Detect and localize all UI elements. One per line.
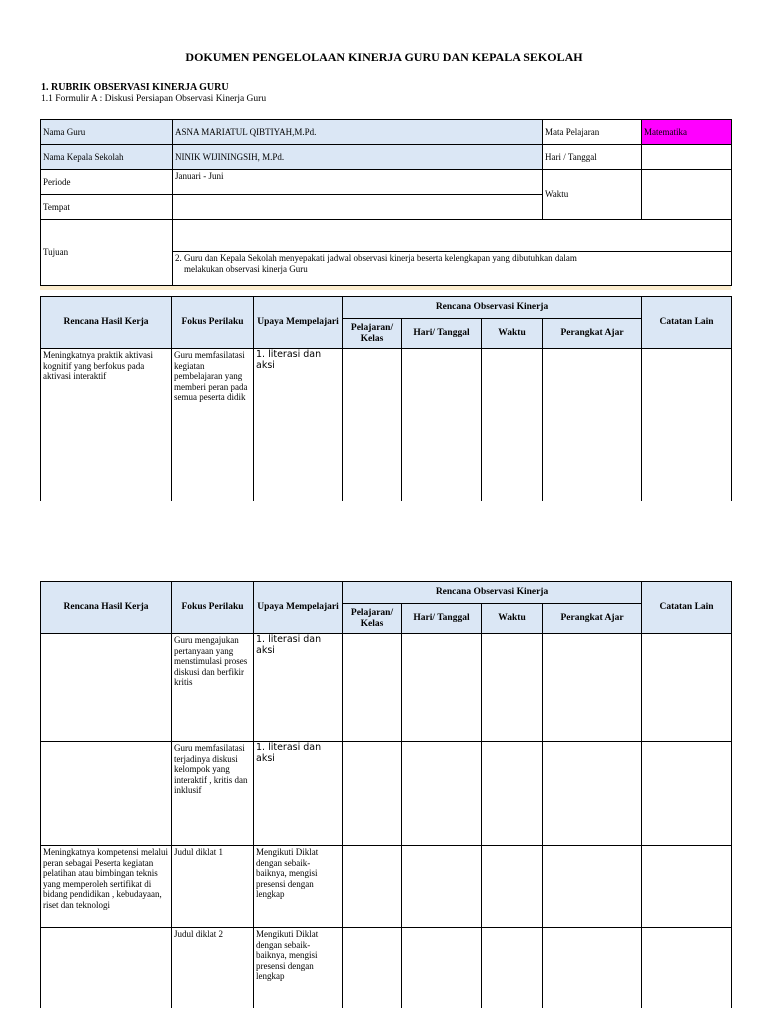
cell-perangkat[interactable]	[543, 634, 642, 742]
header-upaya-mempelajari: Upaya Mempelajari	[254, 582, 343, 634]
tujuan-2-line1: 2. Guru dan Kepala Sekolah menyepakati jadwal observasi kinerja beserta kelengkapan yang dibutuhkan dalam	[175, 253, 577, 263]
cell-fokus[interactable]: Guru mengajukan pertanyaan yang menstimulasi proses diskusi dan berfikir kritis	[172, 634, 254, 742]
header-perangkat-ajar: Perangkat Ajar	[543, 319, 642, 349]
cell-upaya[interactable]: 1. literasi dan aksi	[254, 634, 343, 742]
cell-perangkat[interactable]	[543, 349, 642, 501]
periode-value[interactable]: Januari - Juni	[173, 170, 543, 195]
cell-upaya[interactable]: Mengikuti Diklat dengan sebaik-baiknya, mengisi presensi dengan lengkap	[254, 846, 343, 928]
hari-value[interactable]	[642, 145, 732, 170]
cell-rencana[interactable]: Meningkatnya kompetensi melalui peran sebagai Peserta kegiatan pelatihan atau bimbingan teknis yang memperoleh sertifikat di bidang pendidikan , kebudayaan, riset dan teknologi	[41, 846, 172, 928]
tempat-label: Tempat	[41, 195, 173, 220]
waktu-label: Waktu	[543, 170, 642, 220]
cell-upaya[interactable]: Mengikuti Diklat dengan sebaik-baiknya, mengisi presensi dengan lengkap	[254, 928, 343, 1008]
header-rencana-observasi: Rencana Observasi Kinerja	[343, 297, 642, 319]
header-pelajaran-kelas: Pelajaran/ Kelas	[343, 319, 402, 349]
cell-rencana[interactable]	[41, 928, 172, 1008]
cell-hari[interactable]	[402, 742, 482, 846]
table-row	[41, 349, 732, 501]
sub-title: 1.1 Formulir A : Diskusi Persiapan Observasi Kinerja Guru	[41, 94, 267, 104]
cell-upaya[interactable]: 1. literasi dan aksi	[254, 742, 343, 846]
header-catatan-lain: Catatan Lain	[642, 297, 732, 349]
cell-catatan[interactable]	[642, 349, 732, 501]
header-perangkat-ajar: Perangkat Ajar	[543, 604, 642, 634]
cell-catatan[interactable]	[642, 742, 732, 846]
table-row	[41, 846, 732, 928]
tujuan-1-value[interactable]	[173, 220, 732, 252]
kepsek-label: Nama Kepala Sekolah	[41, 145, 173, 170]
header-waktu: Waktu	[482, 604, 543, 634]
header-upaya-mempelajari: Upaya Mempelajari	[254, 297, 343, 349]
cell-pelajaran[interactable]	[343, 634, 402, 742]
header-waktu: Waktu	[482, 319, 543, 349]
cell-rencana[interactable]	[41, 634, 172, 742]
hari-label: Hari / Tanggal	[543, 145, 642, 170]
cell-waktu[interactable]	[482, 742, 543, 846]
cell-perangkat[interactable]	[543, 742, 642, 846]
tujuan-label: Tujuan	[41, 220, 173, 286]
mapel-label: Mata Pelajaran	[543, 120, 642, 145]
header-rencana-observasi: Rencana Observasi Kinerja	[343, 582, 642, 604]
tujuan-2-value[interactable]	[173, 252, 732, 286]
cell-pelajaran[interactable]	[343, 349, 402, 501]
cell-rencana[interactable]	[41, 742, 172, 846]
cell-pelajaran[interactable]	[343, 846, 402, 928]
header-rencana-hasil-kerja: Rencana Hasil Kerja	[41, 297, 172, 349]
cell-perangkat[interactable]	[543, 846, 642, 928]
cell-catatan[interactable]	[642, 928, 732, 1008]
mapel-value[interactable]: Matematika	[642, 120, 732, 145]
cell-rencana[interactable]: Meningkatnya praktik aktivasi kognitif yang berfokus pada aktivasi interaktif	[41, 349, 172, 501]
kepsek-value[interactable]: NINIK WIJININGSIH, M.Pd.	[173, 145, 543, 170]
info-table	[40, 119, 732, 286]
cell-waktu[interactable]	[482, 928, 543, 1008]
cell-perangkat[interactable]	[543, 928, 642, 1008]
header-catatan-lain: Catatan Lain	[642, 582, 732, 634]
cell-waktu[interactable]	[482, 846, 543, 928]
cell-hari[interactable]	[402, 928, 482, 1008]
cell-catatan[interactable]	[642, 634, 732, 742]
cell-catatan[interactable]	[642, 846, 732, 928]
nama-guru-value[interactable]: ASNA MARIATUL QIBTIYAH,M.Pd.	[173, 120, 543, 145]
header-rencana-hasil-kerja: Rencana Hasil Kerja	[41, 582, 172, 634]
cell-fokus[interactable]: Guru memfasilatasi terjadinya diskusi kelompok yang interaktif , kritis dan inklusif	[172, 742, 254, 846]
section-title: 1. RUBRIK OBSERVASI KINERJA GURU	[41, 82, 229, 93]
document-title: DOKUMEN PENGELOLAAN KINERJA GURU DAN KEPALA SEKOLAH	[185, 50, 583, 64]
table-row	[41, 634, 732, 742]
table-row	[41, 742, 732, 846]
periode-label: Periode	[41, 170, 173, 195]
plan-table-1	[40, 296, 732, 501]
cell-fokus[interactable]: Judul diklat 1	[172, 846, 254, 928]
tempat-value[interactable]	[173, 195, 543, 220]
cell-upaya[interactable]: 1. literasi dan aksi	[254, 349, 343, 501]
table-row	[41, 928, 732, 1008]
header-fokus-perilaku: Fokus Perilaku	[172, 297, 254, 349]
cell-hari[interactable]	[402, 349, 482, 501]
header-hari-tanggal: Hari/ Tanggal	[402, 604, 482, 634]
header-fokus-perilaku: Fokus Perilaku	[172, 582, 254, 634]
cell-fokus[interactable]: Judul diklat 2	[172, 928, 254, 1008]
tujuan-2-line2: melakukan observasi kinerja Guru	[184, 264, 308, 274]
cell-pelajaran[interactable]	[343, 928, 402, 1008]
cell-hari[interactable]	[402, 634, 482, 742]
separator-band	[40, 286, 731, 290]
header-hari-tanggal: Hari/ Tanggal	[402, 319, 482, 349]
header-pelajaran-kelas: Pelajaran/ Kelas	[343, 604, 402, 634]
cell-waktu[interactable]	[482, 349, 543, 501]
cell-waktu[interactable]	[482, 634, 543, 742]
cell-fokus[interactable]: Guru memfasilatasi kegiatan pembelajaran yang memberi peran pada semua peserta didik	[172, 349, 254, 501]
nama-guru-label: Nama Guru	[41, 120, 173, 145]
waktu-value[interactable]	[642, 170, 732, 220]
plan-table-2	[40, 581, 732, 1008]
cell-pelajaran[interactable]	[343, 742, 402, 846]
cell-hari[interactable]	[402, 846, 482, 928]
